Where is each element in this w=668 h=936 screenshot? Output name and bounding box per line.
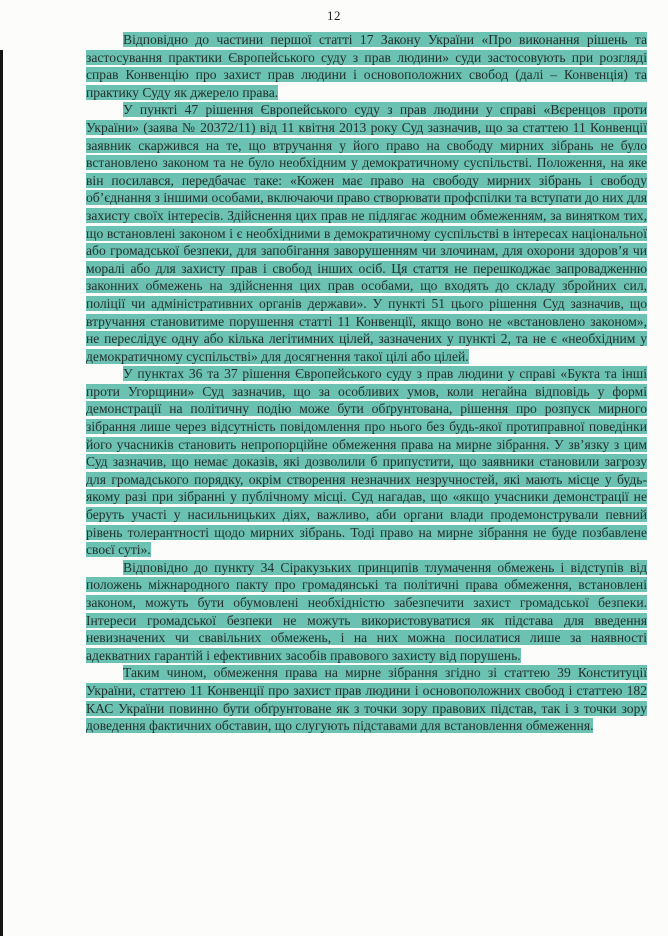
paragraph [86,101,647,365]
highlighted-text: Таким чином, обмеження права на мирне зібрання згідно зі статтею 39 Конституції України, статтею 11 Конвенції про захист прав людини і основоположних свобод і статтею 182 КАС України повинно бути обґрунтоване як з точки зору правових підстав, так і з точки зору доведення фактичних обставин, що слугують підставами для встановлення обмеження. [86,665,647,734]
paragraph [86,365,647,559]
highlighted-text: У пункті 47 рішення Європейського суду з прав людини у справі «Вєренцов проти України» (заява № 20372/11) від 11 квітня 2013 року Суд зазначив, що за статтею 11 Конвенції заявник скаржився на те, що втручання у його право на свободу мирних зібрань не було встановлено законом та не було необхідним у демократичному суспільстві. Положення, на яке він посилався, передбачає таке: «Кожен має право на свободу мирних зібрань і свободу об’єднання з іншими особами, включаючи право створювати профспілки та вступати до них для захисту своїх інтересів. Здійснення цих прав не підлягає жодним обмеженням, за винятком тих, що встановлені законом і є необхідними в демократичному суспільстві в інтересах національної або громадської безпеки, для запобігання заворушенням чи злочинам, для охорони здоров’я чи моралі або для захисту прав і свобод інших осіб. Ця стаття не перешкоджає запровадженню законних обмежень на здійснення цих прав особами, що входять до складу збройних сил, поліції чи адміністративних органів держави». У пункті 51 цього рішення Суд зазначив, що втручання становитиме порушення статті 11 Конвенції, якщо воно не «встановлено законом», не переслідує одну або кілька легітимних цілей, зазначених у пункті 2, та не є «необхідним у демократичному суспільстві» для досягнення такої цілі або цілей. [86,102,647,364]
page-number: 12 [327,8,341,23]
highlighted-text: Відповідно до частини першої статті 17 Закону України «Про виконання рішень та застосування практики Європейського суду з прав людини» суди застосовують при розгляді справ Конвенцію про захист прав людини і основоположних свобод (далі – Конвенція) та практику Суду як джерело права. [86,32,647,100]
document-body [86,31,647,735]
paragraph [86,31,647,101]
paragraph [86,664,647,734]
paragraph [86,559,647,665]
scan-edge-artifact [0,50,3,936]
highlighted-text: У пунктах 36 та 37 рішення Європейського суду з прав людини у справі «Букта та інші проти Угорщини» Суд зазначив, що за особливих умов, коли негайна відповідь у формі демонстрації на політичну подію може бути обґрунтована, рішення про розпуск мирного зібрання лише через відсутність повідомлення про нього без будь-якої протиправної поведінки його учасників становить непропорційне обмеження права на мирне зібрання. У зв’язку з цим Суд зазначив, що немає доказів, які дозволили б припустити, що заявники становили загрозу для громадського порядку, окрім створення незначних незручностей, які мають місце у будь-якому разі при зібранні у публічному місці. Суд нагадав, що «якщо учасники демонстрації не беруть участі у насильницьких діях, важливо, аби органи влади продемонстрували певний рівень толерантності щодо мирних зібрань. Тоді право на мирне зібрання не буде позбавлене своєї суті». [86,366,647,558]
highlighted-text: Відповідно до пункту 34 Сіракузьких принципів тлумачення обмежень і відступів від положень міжнародного пакту про громадянські та політичні права обмеження, встановлені законом, можуть бути обумовлені необхідністю забезпечити захист громадської безпеки. Інтереси громадської безпеки не можуть використовуватися як підстава для введення невизначених чи свавільних обмежень, і на них можна посилатися лише за наявності адекватних гарантій і ефективних засобів правового захисту від порушень. [86,559,647,663]
